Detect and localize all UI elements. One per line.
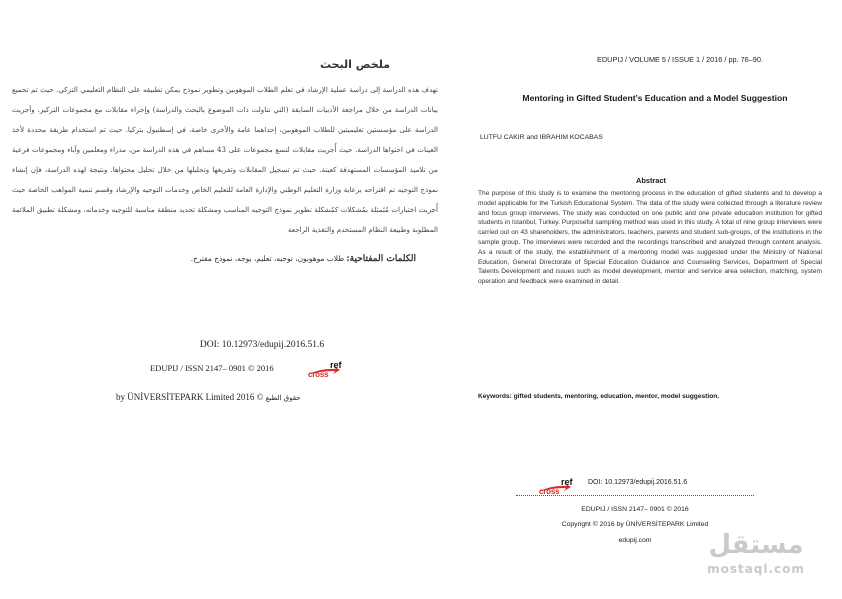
arabic-copyright-arabic: حقوق الطبع: [265, 394, 301, 402]
arabic-keywords-text: طلاب موهوبون، توجيه، تعليم، يوجه، نموذج مقترح.: [190, 254, 344, 263]
arabic-title: ملخص البحث: [319, 58, 391, 71]
keywords: [478, 393, 822, 400]
crossref-ref-text: ref: [561, 477, 573, 487]
footer-divider: [516, 495, 754, 496]
arabic-keywords: [100, 254, 416, 264]
arabic-abstract: تهدف هذه الدراسة إلى دراسة عملية الإرشاد في تعلم الطلاب الموهوبين وتطوير نموذج يمكن تطبيقه على النظام التعليمي التركي. حيث تم تجميع بيانات الدراسة من خلال مراجعة الأدبيات السابقة (التي تناولت ذات الموضوع بالبحث والدراسة) وإجراء مقابلات مع مجموعات التركيز. وأجريت الدراسة على مؤسستين تعليميتين للطلاب الموهوبين، إحداهما عامة والأخرى خاصة، في إسطنبول بتركيا. حيث تم استخدام طريقة محددة لأخذ العينات في احتواها الدراسة. حيث أُجريت مقابلات لتسع مجموعات على 43 مساهم في هذه الدراسة من، مدراء ومعلمين وآباء ومجموعات فرعية من تلاميذ المؤسسات المستهدفة كعينة. حيث تم تسجيل المقابلات وتفريغها وتحليلها من خلال تحليل محتواها. ونتيجة لهذه الدراسة، فإن إنشاء نموذج التوجيه تم اقتراحه برعاية وزارة التعليم الوطني والإدارة العامة للتعليم الخاص وخدمات التوجيه والإرشاد وقسم تنمية المواهب الخاصة حيث أُجريت اختبارات مُتَمثلة بمُشكلات كمُشكلة تطوير نموذج التوجيه المناسب ومشكلة تحديد منطقة مناسبة للتوجيه وخدماته، ومشكلة تطبيق الملائمة المطلوبة وطبيعة النظام المستخدم والتغذية الراجعة: [12, 85, 438, 234]
paper-title: Mentoring in Gifted Student’s Education and a Model Suggestion: [522, 93, 788, 103]
keywords-text: gifted students, mentoring, education, mentor, model suggestion.: [513, 393, 720, 400]
mostaql-watermark: [696, 530, 816, 576]
watermark-latin: mostaql.com: [707, 562, 805, 576]
abstract-text: The purpose of this study is to examine the mentoring process in the education of gifted students and to develop a model applicable for the Turkish Educational System. The data of the study were collected through a literature review and focus group interviews. The study was conducted on one public and one private education institution for gifted students in Istanbul, Turkey. Purposeful sampling method was used in this study. A total of nine group interviews were carried out on 43 shareholders, the administrators, teachers, parents and student sub-groups, of the institutions in the sample group. The interviews were recorded and the recordings transcribed and analyzed through content analysis. As a result of the study, the establishment of a mentoring model was suggested under the Ministry of National Education, General Directorate of Special Education Guidance and Counseling Services, Department of Special Talents Development and issues such as model development, mentor and service area selection, matching, system operation and feedback were examined in detail.: [478, 190, 822, 286]
arabic-copyright: [116, 392, 301, 402]
keywords-label: Keywords:: [478, 393, 512, 400]
english-page: [460, 0, 842, 599]
english-issn: EDUPIJ / ISSN 2147– 0901 © 2016: [581, 506, 689, 513]
english-copyright: Copyright © 2016 by ÜNİVERSİTEPARK Limited: [561, 521, 709, 528]
abstract-heading: Abstract: [636, 176, 666, 185]
english-doi: DOI: 10.12973/edupij.2016.51.6: [588, 479, 688, 486]
arabic-copyright-latin: by ÜNİVERSİTEPARK Limited 2016 ©: [116, 392, 264, 402]
watermark-arabic: مستقل: [708, 530, 804, 560]
crossref-logo-left: [306, 358, 352, 382]
crossref-cross-text: cross: [308, 370, 329, 379]
arabic-doi: DOI: 10.12973/edupij.2016.51.6: [199, 340, 325, 350]
arabic-issn: EDUPIJ / ISSN 2147– 0901 © 2016: [150, 363, 274, 373]
paper-authors: LUTFU CAKIR and IBRAHIM KOCABAS: [480, 134, 603, 141]
crossref-ref-text: ref: [330, 360, 342, 370]
journal-citation: EDUPIJ / VOLUME 5 / ISSUE 1 / 2016 / pp. 76–90.: [597, 55, 763, 64]
journal-website: edupij.com: [618, 537, 652, 544]
arabic-keywords-label: الكلمات المفتاحية:: [346, 254, 416, 264]
crossref-cross-text: cross: [539, 487, 560, 496]
